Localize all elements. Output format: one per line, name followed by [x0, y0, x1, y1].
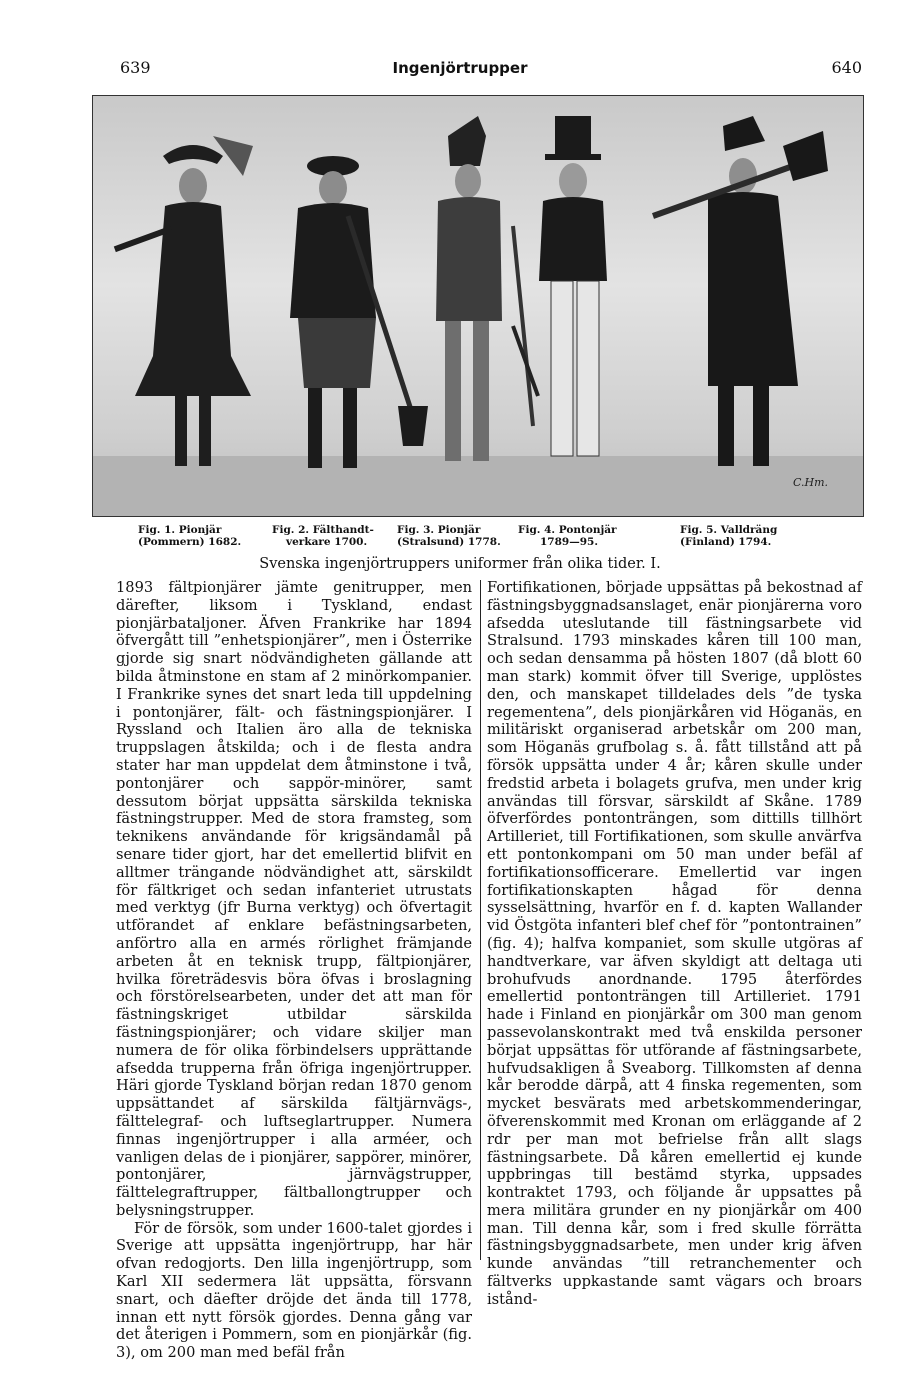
right-column	[487, 579, 862, 1309]
illustrator-signature: C.Hm.	[793, 476, 829, 489]
left-column	[116, 579, 472, 1362]
figure-5-valldrang	[653, 116, 828, 466]
uniform-illustration	[92, 95, 864, 517]
figure-1-caption: Fig. 1. Pionjär (Pommern) 1682.	[138, 524, 242, 548]
column-divider	[480, 580, 481, 1260]
left-paragraph-2: För de försök, som under 1600-talet gjordes i Sverige att uppsätta ingenjörtrupp, har här ofvan redogjorts. Den lilla ingenjörtrupp, som Karl XII sedermera lät uppsätta, försvann snart, och däefter dröjde det ända till 1778, innan ett nytt försök gjordes. Denna gång var det återigen i Pommern, som en pionjärkår (fig. 3), om 200 man med befäl från	[116, 1219, 472, 1362]
page-number-left: 639	[120, 58, 151, 77]
figure-1-pionjar	[114, 136, 253, 466]
figure-2-caption: Fig. 2. Fälthandt- verkare 1700.	[272, 524, 374, 548]
figure-2-falthandtverkare	[290, 156, 428, 468]
figure-3-caption: Fig. 3. Pionjär (Stralsund) 1778.	[397, 524, 501, 548]
page-number-right: 640	[831, 58, 862, 77]
figure-4-pontonjar	[513, 116, 607, 456]
figure-4-caption: Fig. 4. Pontonjär 1789—95.	[518, 524, 617, 548]
running-title: Ingenjörtrupper	[392, 59, 528, 77]
right-paragraph-1: Fortifikationen, började uppsättas på bekostnad af fästningsbyggnadsanslaget, enär pionjärerna voro afsedda uteslutande till fästningsarbete vid Stralsund. 1793 minskades kåren till 100 man, och sedan densamma på hösten 1807 (då blott 60 man stark) kommit öfver till Sverige, upplöstes den, och manskapet tilldelades dels ”de tyska regementena”, dels pionjärkåren vid Höganäs, en militäriskt organiserad arbetskår om 200 man, som Höganäs grufbolag s. å. fått tillstånd att på försök uppsätta under 4 år; kåren skulle under fredstid arbeta i bolagets grufva, men under krig användas till försvar, särskildt af Skåne. 1789 öfverfördes pontonträngen, som dittills tillhört Artilleriet, till Fortifikationen, som skulle anvärfva ett pontonkompani om 50 man under befäl af fortifikationsofficerare. Emellertid var ingen fortifikationskapten hågad för denna sysselsättning, hvarför en f. d. kapten Wallander vid Östgöta infanteri blef chef för ”pontontrainen” (fig. 4); halfva kompaniet, som skulle utgöras af handtverkare, var äfven skyldigt att deltaga uti brohufvuds anordnande. 1795 återfördes emellertid pontonträngen till Artilleriet. 1791 hade i Finland en pionjärkår om 300 man genom passevolanskontrakt med två enskilda personer börjat uppsättas för utförande af fästningsarbete, hufvudsakligen å Sveaborg. Tillkomsten af denna kår berodde därpå, att 4 finska regementen, som mycket besvärats med arbetskommenderingar, öfverenskommit med Kronan om erläggande af 2 rdr per man mot befrielse från allt slags fästningsarbete. Då kåren emellertid ej kunde uppbringas till bestämd styrka, uppsades kontraktet 1793, och följande år uppsattes på mera militära grunder en ny pionjärkår om 400 man. Till denna kår, som i fred skulle förrätta fästningsbyggnadsarbete, men under krig äfven kunde användas ”till retranchementer och fältverks uppkastande samt vägars och broars istånd-	[487, 579, 862, 1308]
figure-3-pionjar	[436, 116, 533, 461]
plate-caption: Svenska ingenjörtruppers uniformer från olika tider. I.	[259, 556, 661, 572]
figure-5-caption: Fig. 5. Valldräng (Finland) 1794.	[680, 524, 778, 548]
left-paragraph-1: 1893 fältpionjärer jämte genitrupper, men därefter, liksom i Tyskland, endast pionjärbataljoner. Äfven Frankrike har 1894 öfvergått till ”enhetspionjärer”, men i Österrike gjorde sig snart nödvändigheten gällande att bilda åtminstone en stam af 2 minörkompanier. I Frankrike synes det snart leda till uppdelning i pontonjärer, fält- och fästningspionjärer. I Ryssland och Italien äro alla de tekniska truppslagen åtskilda; och i de flesta andra stater har man uppdelat dem åtminstone i två, pontonjärer och sappör-minörer, samt dessutom börjat uppsätta särskilda tekniska fästningstrupper. Med de stora framsteg, som teknikens användande för krigsändamål på senare tider gjort, har det emellertid blifvit en alltmer trängande nödvändighet att, särskildt för fältkriget och sedan infanteriet utrustats med verktyg (jfr Burna verktyg) och öfvertagit utförandet af enklare befästningsarbeten, anförtro alla en armés rörlighet främjande arbeten åt en teknisk trupp, fältpionjärer, hvilka företrädesvis böra öfvas i broslagning och förstörelsearbeten, under det att man för fästningskriget utbildar särskilda fästningspionjärer; och vidare skiljer man numera de för olika förbindelsers upprättande afsedda trupperna från öfriga ingenjörtrupper. Häri gjorde Tyskland början redan 1870 genom uppsättandet af särskilda fältjärnvägs-, fälttelegraf- och luftseglartrupper. Numera finnas ingenjörtrupper i alla arméer, och vanligen delas de i pionjärer, sappörer, minörer, pontonjärer, järnvägstrupper, fälttelegraftrupper, fältballongtrupper och belysningstrupper.	[116, 579, 472, 1219]
uniform-figures-drawing	[93, 96, 863, 516]
